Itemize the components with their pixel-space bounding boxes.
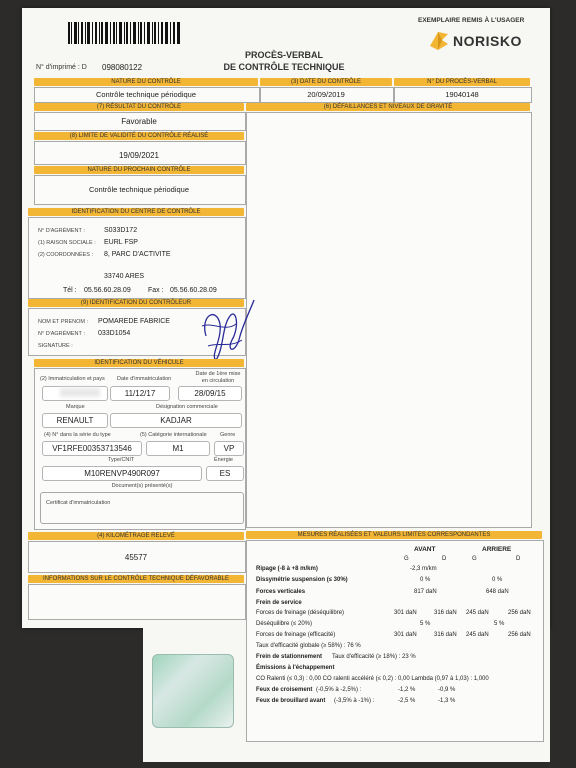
mileage-label: (4) KILOMÉTRAGE RELEVÉ <box>28 532 244 540</box>
center-tel-label: Tél : <box>63 287 77 294</box>
center-agrement: S033D172 <box>104 227 138 234</box>
immat-redacted <box>60 388 100 397</box>
defects-label: (6) DÉFAILLANCES ET NIVEAUX DE GRAVITÉ <box>246 103 530 111</box>
forces-v-av: 817 daN <box>414 589 437 595</box>
taux-global: Taux d'efficacité globale (≥ 58%) : 76 % <box>256 643 361 649</box>
ripage-label <box>256 566 318 572</box>
stationnement-value: Taux d'efficacité (≥ 18%) : 23 % <box>332 654 416 660</box>
center-label: IDENTIFICATION DU CENTRE DE CONTRÔLE <box>28 208 244 216</box>
center-tel: 05.56.60.28.09 <box>84 287 131 294</box>
forces-v-label: Forces verticales <box>256 589 306 595</box>
docs-box <box>40 492 244 524</box>
energie-label: Énergie <box>214 457 233 463</box>
brand-name: NORISKO <box>453 33 522 49</box>
center-agrement-label: N° D'AGRÉMENT : <box>38 228 85 234</box>
date-circ: 28/09/15 <box>178 386 242 401</box>
next-value: Contrôle technique périodique <box>88 185 190 194</box>
validity-label: (8) LIMITE DE VALIDITÉ DU CONTRÔLE RÉALISÉ <box>34 132 244 140</box>
deseq-label: Déséquilibre (≤ 20%) <box>256 621 312 627</box>
arriere-g: G <box>472 556 477 562</box>
freinage-deseq-label: Forces de freinage (déséquilibre) <box>256 610 345 616</box>
forces-v-ar: 648 daN <box>486 589 509 595</box>
genre-label: Genre <box>220 432 236 438</box>
date-immat-label: Date d'immatriculation <box>117 376 172 382</box>
center-address-1: 8, PARC D'ACTIVITE <box>104 251 171 258</box>
center-raison: EURL FSP <box>104 239 138 246</box>
copy-label: EXEMPLAIRE REMIS À L'USAGER <box>418 17 525 24</box>
dissym-ar: 0 % <box>492 577 503 583</box>
vin-label: (4) N° dans la série du type <box>44 432 111 438</box>
title-line-2: DE CONTRÔLE TECHNIQUE <box>223 62 345 72</box>
nature-value: Contrôle technique périodique <box>95 90 197 99</box>
genre: VP <box>214 441 244 456</box>
arriere-d: D <box>516 556 521 562</box>
norisko-logo-icon <box>428 30 450 52</box>
center-fax: 05.56.60.28.09 <box>170 287 217 294</box>
type-label: Type/CNIT <box>108 457 135 463</box>
arriere-header: ARRIERE <box>482 546 512 553</box>
fe-4: 256 daN <box>508 632 531 638</box>
controller-name: POMAREDE FABRICE <box>98 318 170 325</box>
date-label: (3) DATE DU CONTRÔLE <box>260 78 392 86</box>
dissym-av: 0 % <box>420 577 431 583</box>
docs-label: Document(s) présenté(s) <box>111 483 173 489</box>
brouillard-d: -1,3 % <box>438 698 456 704</box>
brouillard-g: -2,5 % <box>398 698 416 704</box>
type: M10RENVP490R097 <box>42 466 202 481</box>
signature-scribble <box>196 296 258 366</box>
categorie-label: (5) Catégorie internationale <box>140 432 207 438</box>
ripage-label-text: Ripage (-8 à +8 m/km) <box>256 566 318 572</box>
pv-label: N° DU PROCÈS-VERBAL <box>394 78 530 86</box>
co-line: CO Ralenti (≤ 0,3) : 0,00 CO ralenti accéléré (≤ 0,2) : 0,00 Lambda (0,97 à 1,03) : 1,000 <box>256 676 489 682</box>
mileage-value: 45577 <box>124 553 148 562</box>
docs-value: Certificat d'immatriculation <box>46 500 111 506</box>
fd-2: 316 daN <box>434 610 457 616</box>
date-circ-label: Date de 1ère mise en circulation <box>195 371 241 384</box>
freinage-eff-label: Forces de freinage (efficacité) <box>256 632 336 638</box>
deseq-av: 5 % <box>420 621 431 627</box>
vehicle-label: IDENTIFICATION DU VÉHICULE <box>34 359 244 367</box>
defects-box <box>246 112 532 528</box>
croisement-d: -0,9 % <box>438 687 456 693</box>
title-line-1: PROCÈS-VERBAL <box>244 50 323 60</box>
croisement-g: -1,2 % <box>398 687 416 693</box>
print-number: 098080122 <box>102 63 143 72</box>
stationnement-label: Frein de stationnement <box>256 654 323 660</box>
controller-agrement-label: N° D'AGRÉMENT : <box>38 331 85 337</box>
marque: RENAULT <box>42 413 108 428</box>
frein-service-label: Frein de service <box>256 600 302 606</box>
brouillard-label: Feux de brouillard avant <box>256 698 326 704</box>
vin: VF1RFE00353713546 <box>42 441 142 456</box>
croisement-label: Feux de croisement <box>256 687 313 693</box>
fd-4: 256 daN <box>508 610 531 616</box>
result-label: (7) RÉSULTAT DU CONTRÔLE <box>34 103 244 111</box>
categorie: M1 <box>146 441 210 456</box>
fe-3: 245 daN <box>466 632 489 638</box>
date-value: 20/09/2019 <box>307 90 345 99</box>
croisement-limits: (-0,5% à -2,5%) : <box>316 687 362 693</box>
pv-value: 19040148 <box>445 90 479 99</box>
avant-header: AVANT <box>414 546 436 553</box>
result-value: Favorable <box>121 117 157 126</box>
avant-d: D <box>442 556 447 562</box>
energie: ES <box>206 466 244 481</box>
hologram-sticker <box>152 654 234 728</box>
dissym-label: Dissymétrie suspension (≤ 30%) <box>256 577 348 583</box>
designation: KADJAR <box>110 413 242 428</box>
center-address-2: 33740 ARES <box>104 273 145 280</box>
fe-2: 316 daN <box>434 632 457 638</box>
controller-name-label: NOM ET PRENOM : <box>38 319 89 325</box>
next-label: NATURE DU PROCHAIN CONTRÔLE <box>34 166 244 174</box>
fe-1: 301 daN <box>394 632 417 638</box>
info-label: INFORMATIONS SUR LE CONTRÔLE TECHNIQUE DÉFAVORABLE <box>28 575 244 583</box>
info-box <box>28 584 246 620</box>
fd-1: 301 daN <box>394 610 417 616</box>
deseq-ar: 5 % <box>494 621 505 627</box>
avant-g: G <box>404 556 409 562</box>
controller-signature-label: SIGNATURE : <box>38 343 73 349</box>
ripage-value: -2,3 m/km <box>410 566 437 572</box>
fd-3: 245 daN <box>466 610 489 616</box>
validity-value: 19/09/2021 <box>118 151 160 160</box>
date-immat: 11/12/17 <box>110 386 170 401</box>
center-raison-label: (1) RAISON SOCIALE : <box>38 240 96 246</box>
controller-agrement: 033D1054 <box>98 330 131 337</box>
controller-label: (9) IDENTIFICATION DU CONTRÔLEUR <box>28 299 244 307</box>
marque-label: Marque <box>66 404 85 410</box>
emissions-label: Émissions à l'échappement <box>256 665 335 671</box>
barcode <box>68 22 180 44</box>
brouillard-limits: (-3,5% à -1%) : <box>334 698 375 704</box>
nature-label: NATURE DU CONTRÔLE <box>34 78 258 86</box>
designation-label: Désignation commerciale <box>156 404 218 410</box>
center-coord-label: (2) COORDONNÉES : <box>38 252 94 258</box>
measures-label: MESURES RÉALISÉES ET VALEURS LIMITES CORRESPONDANTES <box>246 531 542 539</box>
immat-label: (2) Immatriculation et pays <box>40 376 105 382</box>
print-number-label: N° d'imprimé : D <box>36 64 87 71</box>
center-fax-label: Fax : <box>148 287 164 294</box>
